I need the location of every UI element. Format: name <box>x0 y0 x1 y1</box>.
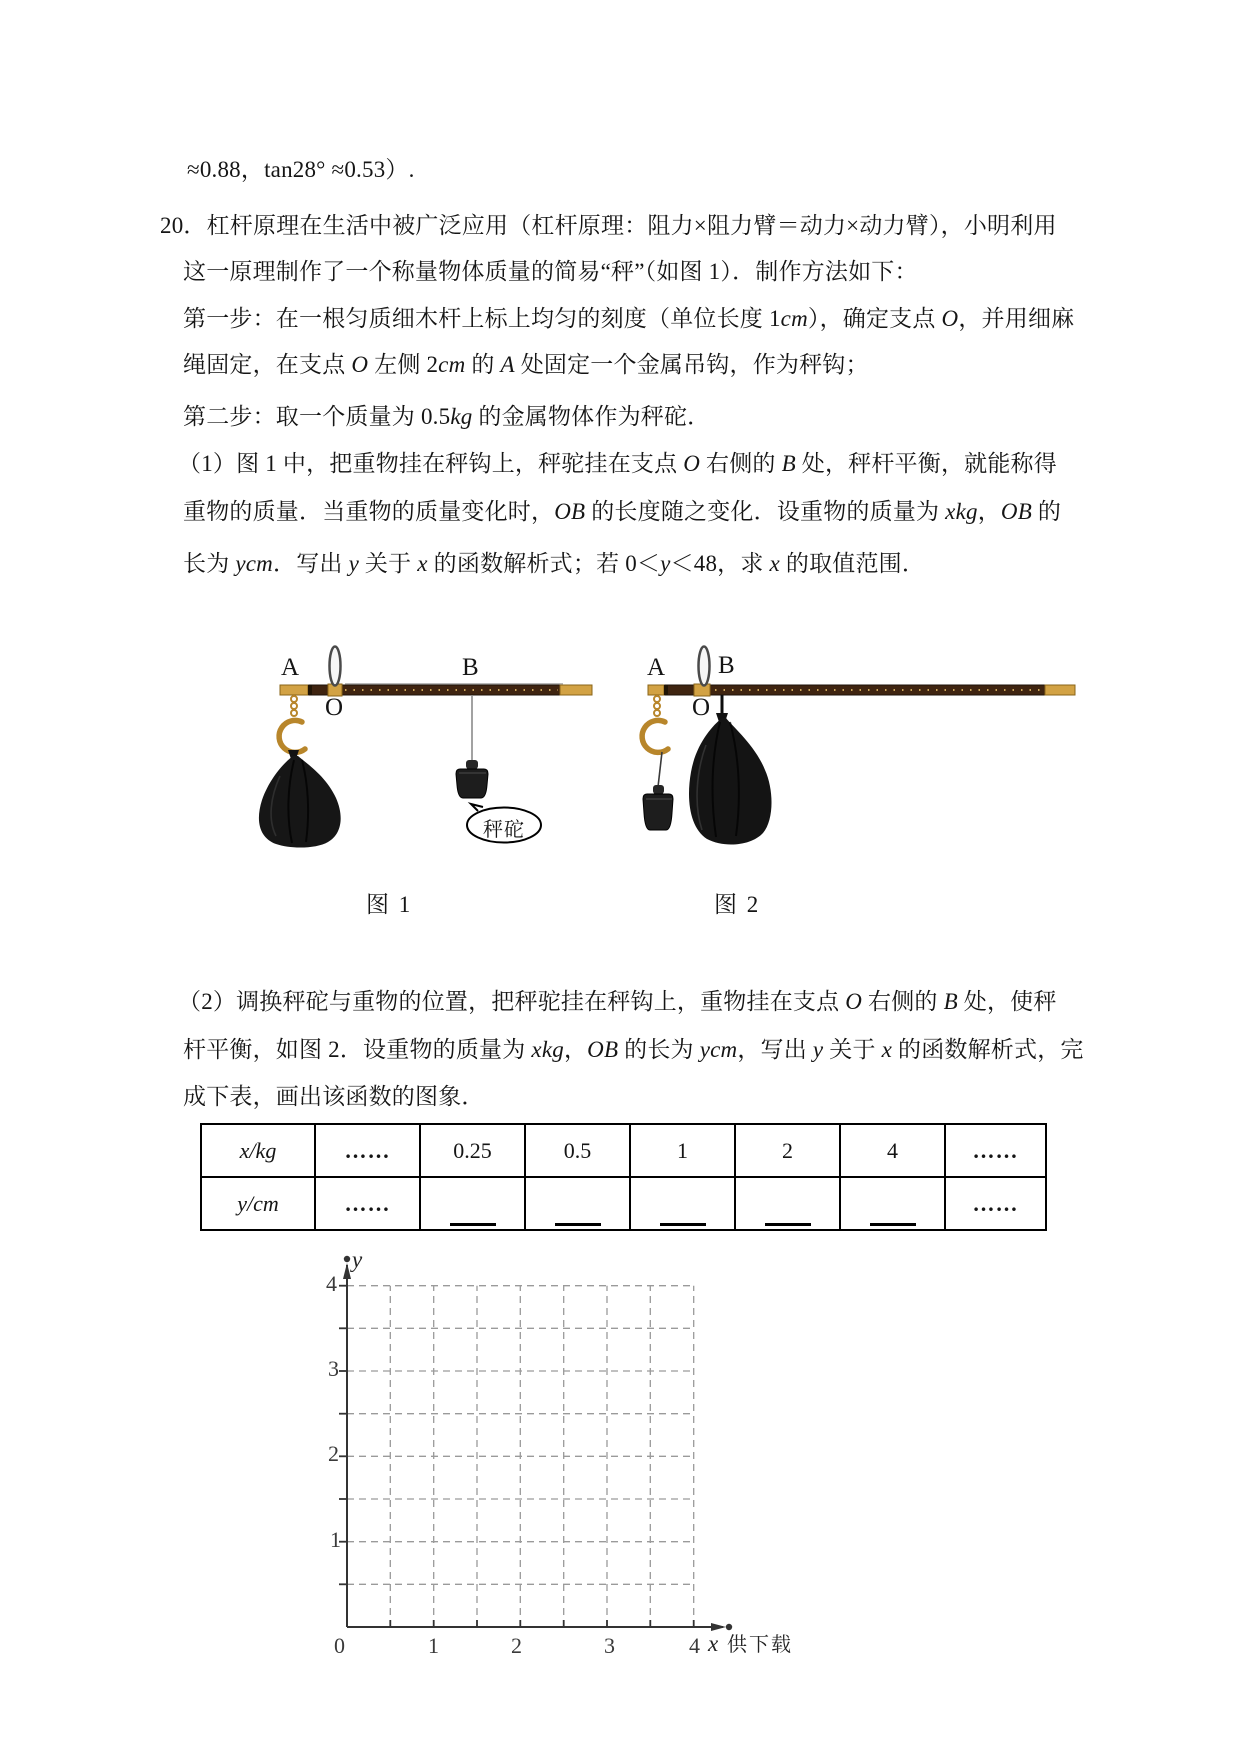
table-cell-blank <box>630 1177 735 1230</box>
text-line-part1: （1）图 1 中，把重物挂在秤钩上，秤驼挂在支点 O 右侧的 B 处，秤杆平衡，就能称得 <box>178 451 1057 476</box>
fig2-point-B-label: B <box>718 652 735 679</box>
table-cell-blank <box>840 1177 945 1230</box>
table-cell: 4 <box>840 1124 945 1177</box>
beam-gold-tip-right <box>560 685 592 695</box>
hook <box>279 720 305 752</box>
fig2-point-O-label: O <box>692 694 711 721</box>
fig1-point-B-label: B <box>462 654 479 681</box>
fig2-point-A-label: A <box>647 654 666 681</box>
load-bag <box>259 756 341 848</box>
x-axis-arrow <box>711 1623 726 1631</box>
x-tick-label-0: 0 <box>334 1633 345 1658</box>
chain-link <box>654 710 660 716</box>
chain-link <box>291 710 297 716</box>
figure2-steelyard-illustration <box>610 580 1090 870</box>
table-cell: 2 <box>735 1124 840 1177</box>
y-axis-end-dot <box>344 1256 350 1262</box>
y-axis-arrow <box>343 1263 351 1279</box>
table-cell: …… <box>315 1177 420 1230</box>
label-bubble-tail <box>471 804 483 811</box>
text-line-part2: （2）调换秤砣与重物的位置，把秤驼挂在秤钩上，重物挂在支点 O 右侧的 B 处，使秤 <box>178 989 1057 1014</box>
fig1-point-O-label: O <box>325 694 344 721</box>
x-tick-label-2: 2 <box>511 1633 522 1658</box>
table-row-y <box>201 1177 1046 1230</box>
text-line: 绳固定，在支点 O 左侧 2cm 的 A 处固定一个金属吊钩，作为秤钩； <box>183 352 869 377</box>
fulcrum-ring <box>699 647 710 686</box>
y-tick-label-2: 2 <box>328 1441 339 1466</box>
table-cell: …… <box>315 1124 420 1177</box>
y-per-cm-label: y/cm <box>237 1190 279 1216</box>
x-tick-label-3: 3 <box>604 1633 615 1658</box>
answer-blank-line <box>660 1223 706 1226</box>
text-line: 杆平衡，如图 2．设重物的质量为 xkg，OB 的长为 ycm，写出 y 关于 x 的函数解析式，完 <box>183 1037 1084 1062</box>
axes <box>347 1265 723 1627</box>
y-tick-label-1: 1 <box>330 1527 341 1552</box>
table-cell: 1 <box>630 1124 735 1177</box>
y-axis-label: y <box>352 1247 363 1272</box>
chain-link <box>654 696 660 702</box>
beam-gold-tip-left <box>648 685 664 695</box>
coordinate-grid-chart <box>290 1245 810 1665</box>
answer-blank-line <box>765 1223 811 1226</box>
answer-blank-line <box>450 1223 496 1226</box>
answer-blank-line <box>870 1223 916 1226</box>
beam-gold-tip-right <box>1045 685 1075 695</box>
x-per-kg-label: x/kg <box>239 1137 277 1163</box>
y-tick-label-4: 4 <box>326 1271 337 1296</box>
x-axis-label: x <box>708 1631 719 1656</box>
beam-band <box>308 685 312 695</box>
table-cell-blank <box>525 1177 630 1230</box>
hook <box>642 720 668 752</box>
chain-link <box>654 703 660 709</box>
text-line-problem-20: 20．杠杆原理在生活中被广泛应用（杠杆原理：阻力×阻力臂＝动力×动力臂），小明利用 <box>160 213 1057 238</box>
figure1-steelyard-illustration <box>250 580 610 870</box>
table-cell: …… <box>945 1177 1046 1230</box>
text-line-step1: 第一步：在一根匀质细木杆上标上均匀的刻度（单位长度 1cm），确定支点 O，并用细麻 <box>183 306 1075 331</box>
watermark-text: 供下载 <box>727 1634 793 1656</box>
fig1-point-A-label: A <box>281 654 300 681</box>
table-cell: 0.25 <box>420 1124 525 1177</box>
table-header-x <box>201 1124 315 1177</box>
figure1-caption: 图 1 <box>366 892 413 917</box>
fulcrum-ring <box>330 647 341 686</box>
text-line: 重物的质量．当重物的质量变化时，OB 的长度随之变化．设重物的质量为 xkg，OB 的 <box>183 499 1062 524</box>
counterweight-knob <box>466 760 478 769</box>
text-line: 长为 ycm．写出 y 关于 x 的函数解析式；若 0＜y＜48，求 x 的取值范围． <box>183 551 926 576</box>
figure2-caption: 图 2 <box>714 892 761 917</box>
table-cell-blank <box>420 1177 525 1230</box>
answer-blank-line <box>555 1223 601 1226</box>
fig1-counterweight-label: 秤砣 <box>483 819 525 841</box>
value-table <box>200 1123 1047 1231</box>
counterweight-string <box>658 752 662 787</box>
beam <box>648 685 1075 695</box>
grid-lines <box>347 1286 694 1627</box>
text-line-trig-values: ≈0.88，tan28° ≈0.53）. <box>187 157 415 182</box>
table-cell: …… <box>945 1124 1046 1177</box>
table-row-x <box>201 1124 1046 1177</box>
table-cell: 0.5 <box>525 1124 630 1177</box>
x-tick-label-1: 1 <box>428 1633 439 1658</box>
beam-gold-tip-left <box>280 685 308 695</box>
table-cell-blank <box>735 1177 840 1230</box>
chain-link <box>291 703 297 709</box>
counterweight-knob <box>653 785 664 794</box>
table-header-y <box>201 1177 315 1230</box>
text-line: 成下表，画出该函数的图象． <box>183 1084 485 1109</box>
beam-band <box>664 685 668 695</box>
chain-link <box>291 696 297 702</box>
x-tick-label-4: 4 <box>689 1633 700 1658</box>
text-line: 这一原理制作了一个称量物体质量的简易“秤”（如图 1）．制作方法如下： <box>183 259 918 284</box>
text-line-step2: 第二步：取一个质量为 0.5kg 的金属物体作为秤砣． <box>183 404 711 429</box>
y-tick-label-3: 3 <box>328 1356 339 1381</box>
